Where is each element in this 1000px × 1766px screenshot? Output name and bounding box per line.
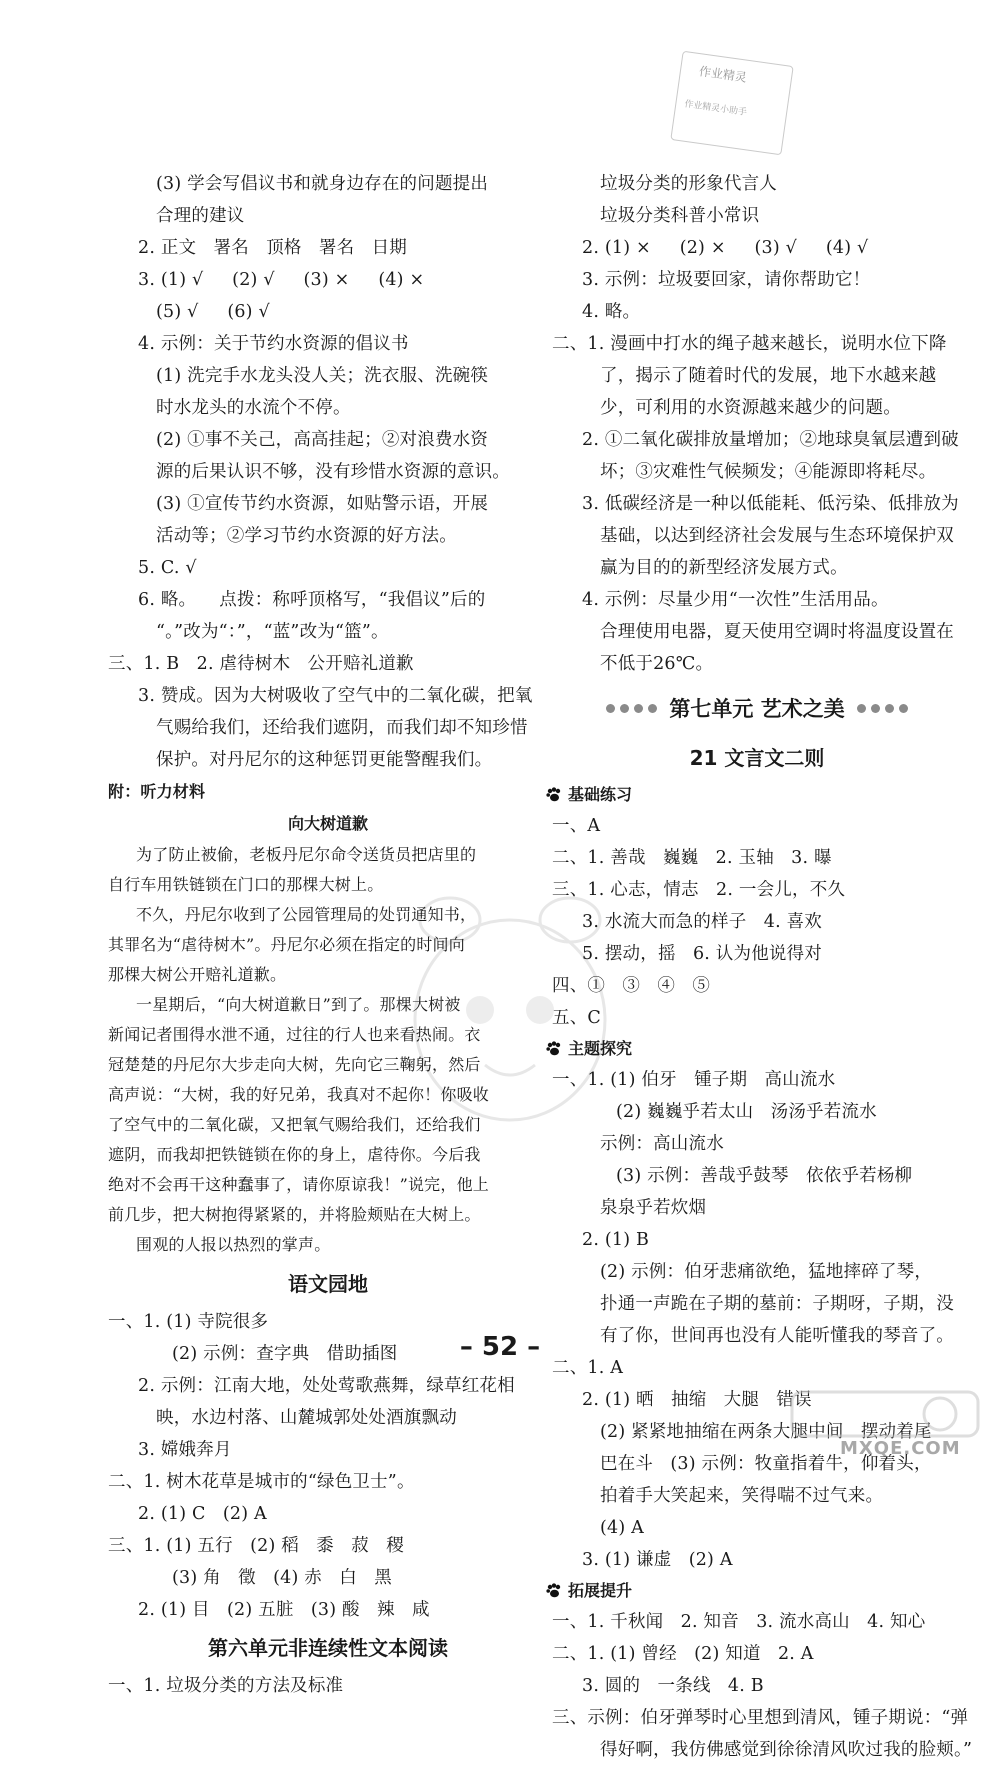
answer-line: (2) 巍巍乎若太山 汤汤乎若流水 (616, 1102, 877, 1122)
answer-line: 3. (1) √ (2) √ (3) × (4) × (138, 270, 425, 290)
answer-line: 合理使用电器，夏天使用空调时将温度设置在 (600, 622, 954, 642)
answer-line: 不低于26℃。 (600, 654, 714, 674)
answer-line: “。”改为“：”，“蓝”改为“篮”。 (156, 622, 389, 642)
answer-line: (5) √ (6) √ (156, 302, 270, 322)
answer-line: 3. 示例：垃圾要回家，请你帮助它！ (582, 270, 871, 290)
answer-line: 3. 嫦娥奔月 (138, 1440, 232, 1460)
listening-line: 为了防止被偷，老板丹尼尔命令送货员把店里的 (136, 845, 477, 864)
answer-line: 三、1. 心志，情志 2. 一会儿，不久 (552, 880, 846, 900)
answer-line: (3) 示例：善哉乎鼓琴 依依乎若杨柳 (616, 1166, 913, 1186)
answer-line: 活动等；②学习节约水资源的好方法。 (156, 526, 457, 546)
answer-line: 示例：高山流水 (600, 1134, 724, 1154)
listening-line: 冠楚楚的丹尼尔大步走向大树，先向它三鞠躬，然后 (108, 1055, 481, 1074)
answer-line: 了，揭示了随着时代的发展，地下水越来越 (600, 366, 937, 386)
answer-line: 气赐给我们，还给我们遮阴，而我们却不知珍惜 (156, 718, 528, 738)
answer-line: 二、1. 善哉 巍巍 2. 玉轴 3. 曝 (552, 848, 832, 868)
answer-line: 合理的建议 (156, 206, 245, 226)
listening-line: 自行车用铁链锁在门口的那棵大树上。 (108, 875, 384, 894)
answer-line: 2. (1) C (2) A (138, 1504, 267, 1524)
answer-line: 一、1. (1) 寺院很多 (108, 1312, 269, 1332)
answer-line: 映，水边村落、山麓城郭处处酒旗飘动 (156, 1408, 457, 1428)
answer-line: (3) ①宣传节约水资源，如贴警示语，开展 (156, 494, 489, 514)
answer-line: 2. (1) B (582, 1230, 650, 1250)
garden-title: 语文园地 (288, 1272, 368, 1296)
answer-line: (2) 示例：伯牙悲痛欲绝，猛地摔碎了琴， (600, 1262, 933, 1282)
answer-line: 坏；③灾难性气候频发；④能源即将耗尽。 (600, 462, 937, 482)
answer-line: 5. C. √ (138, 558, 197, 578)
dots-decoration-icon (857, 704, 908, 713)
answer-line: 五、C (552, 1008, 601, 1028)
answer-line: (2) 示例：查字典 借助插图 (172, 1344, 398, 1364)
paw-icon (546, 1041, 562, 1057)
section-basic-practice-label: 基础练习 (568, 785, 633, 804)
answer-line: 垃圾分类科普小常识 (600, 206, 760, 226)
answer-line: 一、1. 垃圾分类的方法及标准 (108, 1676, 344, 1696)
answer-line: (2) ①事不关己，高高挂起；②对浪费水资 (156, 430, 489, 450)
answer-line: (4) A (600, 1518, 644, 1538)
answer-line: 得好啊，我仿佛感觉到徐徐清风吹过我的脸颊。” (600, 1740, 973, 1760)
page-number: – 52 – (459, 1332, 541, 1362)
listening-title: 向大树道歉 (287, 814, 368, 833)
listening-line: 那棵大树公开赔礼道歉。 (108, 965, 287, 984)
answer-line: 5. 摆动，摇 6. 认为他说得对 (582, 944, 823, 964)
right-column (552, 168, 973, 1766)
answer-line: 6. 略。 点拨：称呼顶格写，“我倡议”后的 (138, 590, 486, 610)
listening-line: 新闻记者围得水泄不通，过往的行人也来看热闹。衣 (108, 1025, 481, 1044)
section-extend-label: 拓展提升 (568, 1581, 633, 1600)
answer-line: 二、1. A (552, 1358, 624, 1378)
answer-line: 一、1. 千秋闻 2. 知音 3. 流水高山 4. 知心 (552, 1612, 926, 1632)
listening-line: 了空气中的二氧化碳，又把氧气赐给我们，还给我们 (108, 1115, 481, 1134)
answer-line: 二、1. 漫画中打水的绳子越来越长，说明水位下降 (552, 334, 947, 354)
answer-line: 2. ①二氧化碳排放量增加；②地球臭氧层遭到破 (582, 430, 959, 450)
paw-icon (546, 1583, 562, 1599)
unit-banner (552, 680, 962, 736)
answer-line: 巴在斗 (3) 示例：牧童指着牛，仰着头， (600, 1454, 932, 1474)
answer-line: 赢为目的的新型经济发展方式。 (600, 558, 848, 578)
answer-line: 2. (1) 目 (2) 五脏 (3) 酸 辣 咸 (138, 1600, 430, 1620)
answer-line: 3. 低碳经济是一种以低能耗、低污染、低排放为 (582, 494, 959, 514)
section-theme-explore-label: 主题探究 (568, 1039, 633, 1058)
answer-line: 时水龙头的水流个不停。 (156, 398, 351, 418)
watermark-text: MXQE.COM (840, 1438, 961, 1459)
section-theme-explore (546, 1034, 962, 1064)
answer-line: 2. 正文 署名 顶格 署名 日期 (138, 238, 408, 258)
listening-line: 围观的人报以热烈的掌声。 (136, 1235, 331, 1254)
answer-line: 4. 示例：尽量少用“一次性”生活用品。 (582, 590, 889, 610)
answer-line: 保护。对丹尼尔的这种惩罚更能警醒我们。 (156, 750, 493, 770)
answer-line: (3) 角 徵 (4) 赤 白 黑 (172, 1568, 392, 1588)
listening-line: 绝对不会再干这种蠢事了，请你原谅我！”说完，他上 (108, 1175, 489, 1194)
section-extend (546, 1576, 962, 1606)
answer-line: 三、1. B 2. 虐待树木 公开赔礼道歉 (108, 654, 414, 674)
listening-line: 前几步，把大树抱得紧紧的，并将脸颊贴在大树上。 (108, 1205, 481, 1224)
answer-line: 扑通一声跪在子期的墓前：子期呀，子期，没 (600, 1294, 954, 1314)
reading-title: 第六单元非连续性文本阅读 (208, 1636, 448, 1660)
answer-line: 三、1. (1) 五行 (2) 稻 黍 菽 稷 (108, 1536, 404, 1556)
paw-icon (546, 787, 562, 803)
answer-line: 拍着手大笑起来，笑得喘不过气来。 (600, 1486, 884, 1506)
listening-line: 遮阴，而我却把铁链锁在你的身上，虐待你。今后我 (108, 1145, 481, 1164)
answer-line: 垃圾分类的形象代言人 (600, 174, 777, 194)
answer-line: 二、1. (1) 曾经 (2) 知道 2. A (552, 1644, 814, 1664)
answer-line: (2) 紧紧地抽缩在两条大腿中间 摆动着尾 (600, 1422, 932, 1442)
answer-line: 2. 示例：江南大地，处处莺歌燕舞，绿草红花相 (138, 1376, 515, 1396)
answer-line: 四、① ③ ④ ⑤ (552, 976, 711, 996)
section-basic-practice (546, 780, 962, 810)
stamp-logo (670, 51, 793, 156)
answer-line: 3. 水流大而急的样子 4. 喜欢 (582, 912, 823, 932)
listening-line: 其罪名为“虐待树木”。丹尼尔必须在指定的时间向 (108, 935, 465, 954)
stamp-line1: 作业精灵 (698, 64, 748, 85)
answer-line: 少，可利用的水资源越来越少的问题。 (600, 398, 901, 418)
dots-decoration-icon (606, 704, 657, 713)
answer-line: 一、A (552, 816, 601, 836)
answer-line: 4. 示例：关于节约水资源的倡议书 (138, 334, 409, 354)
answer-line: 4. 略。 (582, 302, 641, 322)
answer-line: 3. 赞成。因为大树吸收了空气中的二氧化碳，把氧 (138, 686, 533, 706)
answer-line: 一、1. (1) 伯牙 锺子期 高山流水 (552, 1070, 836, 1090)
answer-line: 泉泉乎若炊烟 (600, 1198, 707, 1218)
answer-line: (3) 学会写倡议书和就身边存在的问题提出 (156, 174, 489, 194)
answer-line: (1) 洗完手水龙头没人关；洗衣服、洗碗筷 (156, 366, 489, 386)
appendix-label: 附：听力材料 (108, 782, 206, 801)
answer-line: 2. (1) 晒 抽缩 大腿 错误 (582, 1390, 812, 1410)
lesson-title: 21 文言文二则 (689, 746, 825, 770)
answer-line: 有了你，世间再也没有人能听懂我的琴音了。 (600, 1326, 954, 1346)
answer-line: 三、示例：伯牙弹琴时心里想到清风，锺子期说：“弹 (552, 1708, 969, 1728)
answer-line: 2. (1) × (2) × (3) √ (4) √ (582, 238, 869, 258)
listening-line: 高声说：“大树，我的好兄弟，我真对不起你！你吸收 (108, 1085, 489, 1104)
listening-line: 一星期后，“向大树道歉日”到了。那棵大树被 (136, 995, 461, 1014)
listening-line: 不久，丹尼尔收到了公园管理局的处罚通知书， (136, 905, 477, 924)
answer-line: 源的后果认识不够，没有珍惜水资源的意识。 (156, 462, 510, 482)
answer-line: 3. (1) 谦虚 (2) A (582, 1550, 733, 1570)
unit-title: 第七单元 艺术之美 (669, 697, 845, 721)
stamp-line2: 作业精灵小助手 (683, 99, 748, 119)
left-column (108, 168, 548, 1702)
answer-line: 3. 圆的 一条线 4. B (582, 1676, 764, 1696)
answer-line: 基础，以达到经济社会发展与生态环境保护双 (600, 526, 954, 546)
answer-line: 二、1. 树木花草是城市的“绿色卫士”。 (108, 1472, 415, 1492)
